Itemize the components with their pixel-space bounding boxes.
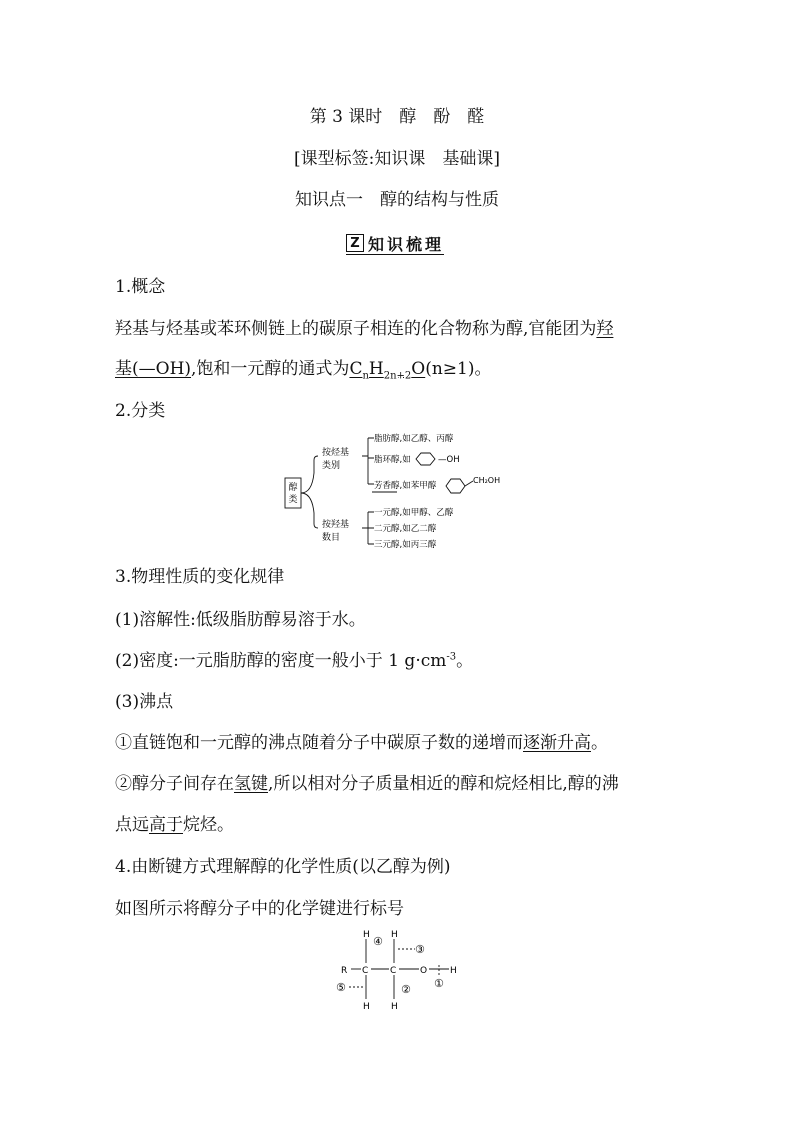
lesson-tag: [课型标签:知识课 基础课]: [294, 149, 500, 169]
s1-line1-text: 羟基与烃基或苯环侧链上的碳原子相连的化合物称为醇,官能团为: [115, 319, 597, 339]
s2-heading: 2.分类: [115, 401, 166, 421]
struct-h-c1-top: H: [363, 930, 370, 940]
diagram-root-2: 类: [288, 495, 298, 505]
alcohol-classification-diagram: [280, 428, 530, 553]
s3-boiling: (3)沸点: [115, 692, 174, 712]
struct-h-c1-bottom: H: [363, 1002, 370, 1012]
lesson-title: 第 3 课时 醇 酚 醛: [309, 107, 485, 127]
s4-heading: 4.由断键方式理解醇的化学性质(以乙醇为例): [115, 857, 451, 877]
diagram-item-di: 二元醇,如乙二醇: [374, 524, 437, 534]
diagram-item-aliphatic: 脂肪醇,如乙醇、丙醇: [374, 434, 454, 444]
diagram-ch2oh: CH₂OH: [473, 476, 501, 485]
s3-boiling-3: 点远高于烷烃。: [115, 815, 234, 835]
diagram-group1-line1: 按烃基: [322, 448, 350, 458]
s3-heading: 3.物理性质的变化规律: [115, 567, 285, 587]
s1-line2-text: ,饱和一元醇的通式为: [191, 359, 350, 379]
answer-higher: 高于: [149, 815, 183, 835]
badge-letter: Z: [346, 234, 364, 252]
struct-h-c2-top: H: [391, 930, 398, 940]
diagram-oh: —OH: [438, 455, 460, 465]
struct-h-c2-bottom: H: [391, 1002, 398, 1012]
bond-label-1: ①: [434, 977, 444, 990]
bond-label-2: ②: [401, 983, 411, 996]
s3-boiling-1: ①直链饱和一元醇的沸点随着分子中碳原子数的递增而逐渐升高。: [115, 733, 608, 753]
badge-text: 知识梳理: [368, 234, 445, 254]
diagram-root-1: 醇: [288, 483, 298, 493]
diagram-item-tri: 三元醇,如丙三醇: [374, 540, 437, 550]
s1-line1: [115, 318, 613, 340]
diagram-group1-line2: 类别: [322, 461, 341, 471]
s1-heading: 1.概念: [115, 277, 166, 297]
struct-o: O: [420, 966, 428, 976]
struct-r: R: [341, 966, 348, 976]
knowledge-badge: [346, 232, 444, 255]
ethanol-bond-structure: [335, 925, 475, 1015]
s1-line1-answer: 羟: [596, 319, 614, 339]
struct-c2: C: [390, 966, 397, 976]
struct-h-oh: H: [450, 966, 457, 976]
diagram-group2-line1: 按羟基: [322, 520, 350, 530]
section-heading: 知识点一 醇的结构与性质: [295, 190, 499, 210]
answer-increase: 逐渐升高: [523, 733, 591, 753]
s3-solubility: (1)溶解性:低级脂肪醇易溶于水。: [115, 610, 366, 630]
diagram-item-aromatic: 芳香醇,如苯甲醇: [374, 481, 437, 491]
diagram-item-alicyclic: 脂环醇,如: [374, 455, 411, 465]
answer-hbond: 氢键: [234, 774, 268, 794]
s4-intro: 如图所示将醇分子中的化学键进行标号: [115, 899, 404, 919]
s1-line2: [115, 358, 492, 380]
s3-density: (2)密度:一元脂肪醇的密度一般小于 1 $g\cdot cm^{-3}$。: [115, 651, 474, 671]
s1-line2-answer: 基(—OH): [115, 359, 192, 379]
s3-boiling-2: ②醇分子间存在氢键,所以相对分子质量相近的醇和烷烃相比,醇的沸: [115, 774, 619, 794]
bond-label-4: ④: [373, 935, 383, 948]
general-formula: $C_nH_{2n+2}O$: [349, 359, 426, 382]
bond-label-5: ⑤: [336, 981, 346, 994]
struct-c1: C: [362, 966, 369, 976]
diagram-group2-line2: 数目: [322, 533, 341, 543]
diagram-item-mono: 一元醇,如甲醇、乙醇: [374, 508, 454, 518]
s1-line2-tail: (n≥1)。: [425, 359, 492, 379]
bond-label-3: ③: [415, 943, 425, 956]
